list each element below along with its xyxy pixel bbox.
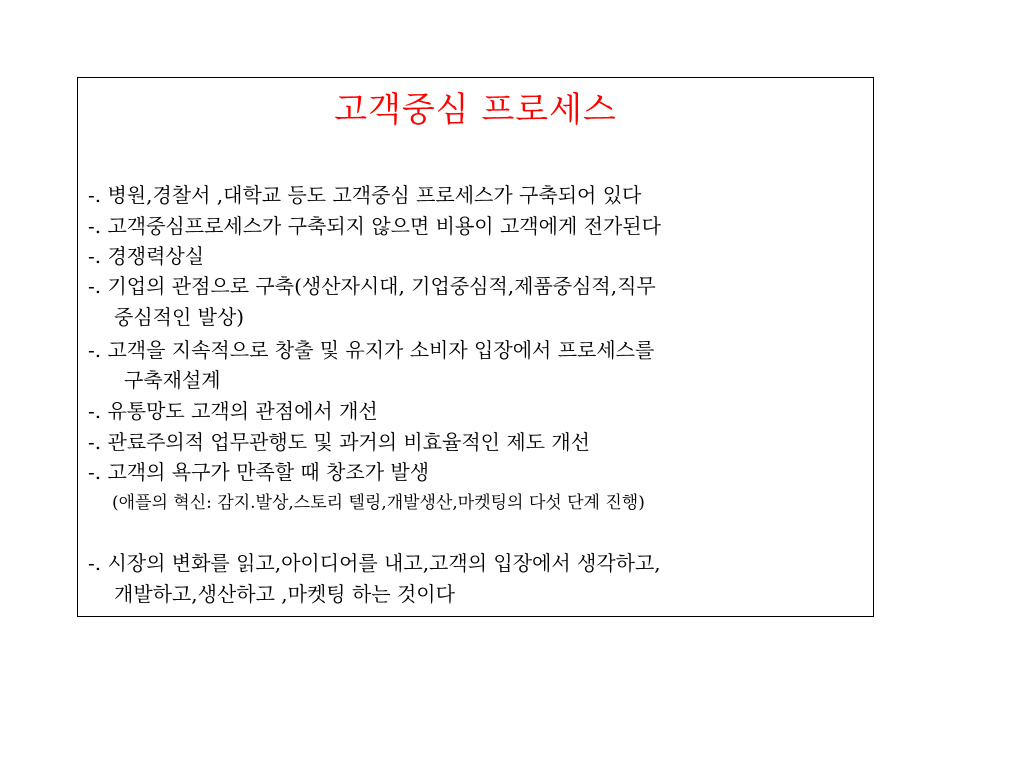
- bullet-continuation: 중심적인 발상): [114, 305, 245, 329]
- bullet-line: -. 고객중심프로세스가 구축되지 않으면 비용이 고객에게 전가된다: [88, 214, 661, 238]
- bullet-line: -. 고객을 지속적으로 창출 및 유지가 소비자 입장에서 프로세스를: [88, 338, 655, 362]
- bullet-line: -. 병원,경찰서 ,대학교 등도 고객중심 프로세스가 구축되어 있다: [88, 183, 642, 207]
- bullet-line: -. 유통망도 고객의 관점에서 개선: [88, 399, 378, 423]
- bullet-line: -. 고객의 욕구가 만족할 때 창조가 발생: [88, 460, 430, 484]
- bullet-continuation: 개발하고,생산하고 ,마켓팅 하는 것이다: [114, 582, 455, 606]
- note-line: (애플의 혁신: 감지.발상,스토리 텔링,개발생산,마켓팅의 다섯 단계 진행): [112, 493, 645, 513]
- bullet-continuation: 구축재설계: [124, 368, 221, 392]
- bullet-line: -. 기업의 관점으로 구축(생산자시대, 기업중심적,제품중심적,직무: [88, 274, 656, 298]
- bullet-line: -. 관료주의적 업무관행도 및 과거의 비효율적인 제도 개선: [88, 430, 590, 454]
- bullet-line: -. 시장의 변화를 읽고,아이디어를 내고,고객의 입장에서 생각하고,: [88, 551, 661, 575]
- slide-title: 고객중심 프로세스: [334, 90, 617, 130]
- content-box: [77, 77, 874, 617]
- bullet-line: -. 경쟁력상실: [88, 244, 205, 268]
